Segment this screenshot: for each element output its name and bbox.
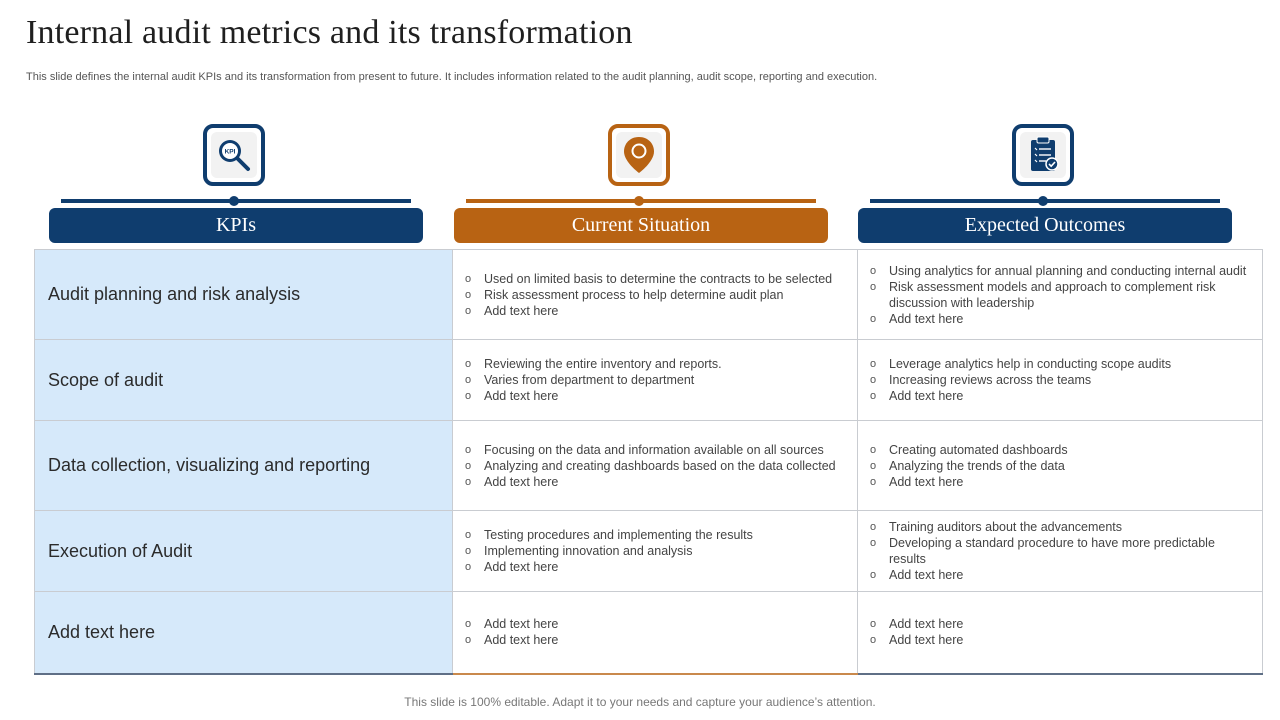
list-item: o Increasing reviews across the teams [870,372,1248,388]
expected-outcomes-cell [858,421,1263,511]
kpi-icon-text: KPI [224,148,236,156]
table-row [35,592,1263,674]
current-situation-icon-frame [608,124,670,186]
table-row [35,421,1263,511]
expected-outcomes-cell [858,250,1263,340]
list-item: o Risk assessment models and approach to complement risk discussion with leadership [870,279,1248,311]
list-item: o Analyzing the trends of the data [870,458,1248,474]
list-item: o Add text here [870,388,1248,404]
slide-footer-note: This slide is 100% editable. Adapt it to your needs and capture your audience’s attention. [404,695,876,709]
kpis-header-label: KPIs [49,208,423,243]
expected-outcomes-cell [858,340,1263,421]
list-item: o Add text here [465,474,843,490]
list-item: o Training auditors about the advancements [870,519,1248,535]
kpi-magnifier-icon [215,136,253,174]
list-item: o Add text here [870,632,1248,648]
list-item: o Add text here [465,632,843,648]
list-item: o Creating automated dashboards [870,442,1248,458]
current-situation-cell [453,250,858,340]
list-item: o Reviewing the entire inventory and reports. [465,356,843,372]
kpis-icon-frame [203,124,265,186]
list-item: o Testing procedures and implementing the results [465,527,843,543]
table-row [35,250,1263,340]
list-item: o Focusing on the data and information available on all sources [465,442,843,458]
expected-outcomes-header-label: Expected Outcomes [858,208,1232,243]
expected-outcomes-connector-dot [1038,196,1048,206]
list-item: o Add text here [465,559,843,575]
audit-metrics-table [34,249,1263,675]
location-pin-icon [620,135,658,175]
list-item: o Add text here [870,474,1248,490]
list-item: o Developing a standard procedure to have more predictable results [870,535,1248,567]
list-item: o Using analytics for annual planning and conducting internal audit [870,263,1248,279]
current-situation-cell [453,592,858,674]
expected-outcomes-column-header [858,124,1232,244]
list-item: o Add text here [465,303,843,319]
list-item: o Add text here [870,567,1248,583]
list-item: o Add text here [870,311,1248,327]
kpis-connector-dot [229,196,239,206]
list-item: o Implementing innovation and analysis [465,543,843,559]
current-situation-column-header [454,124,828,244]
expected-outcomes-icon-frame [1012,124,1074,186]
kpi-cell: Add text here [35,592,453,674]
table-row [35,340,1263,421]
expected-outcomes-cell [858,592,1263,674]
list-item: o Varies from department to department [465,372,843,388]
kpi-cell: Execution of Audit [35,511,453,592]
current-situation-header-label: Current Situation [454,208,828,243]
current-situation-cell [453,340,858,421]
list-item: o Used on limited basis to determine the contracts to be selected [465,271,843,287]
list-item: o Add text here [465,388,843,404]
list-item: o Add text here [870,616,1248,632]
expected-outcomes-cell [858,511,1263,592]
list-item: o Add text here [465,616,843,632]
slide-title: Internal audit metrics and its transformation [26,14,633,51]
current-situation-cell [453,511,858,592]
slide-subtitle: This slide defines the internal audit KPIs and its transformation from present to future. It includes information related to the audit planning, audit scope, reporting and execution. [26,71,878,83]
table-row [35,511,1263,592]
list-item: o Risk assessment process to help determine audit plan [465,287,843,303]
kpi-cell: Data collection, visualizing and reporting [35,421,453,511]
list-item: o Analyzing and creating dashboards based on the data collected [465,458,843,474]
current-situation-cell [453,421,858,511]
checklist-clipboard-icon [1024,135,1062,175]
list-item: o Leverage analytics help in conducting scope audits [870,356,1248,372]
current-situation-connector-dot [634,196,644,206]
kpi-cell: Audit planning and risk analysis [35,250,453,340]
kpis-column-header [49,124,423,244]
kpi-cell: Scope of audit [35,340,453,421]
